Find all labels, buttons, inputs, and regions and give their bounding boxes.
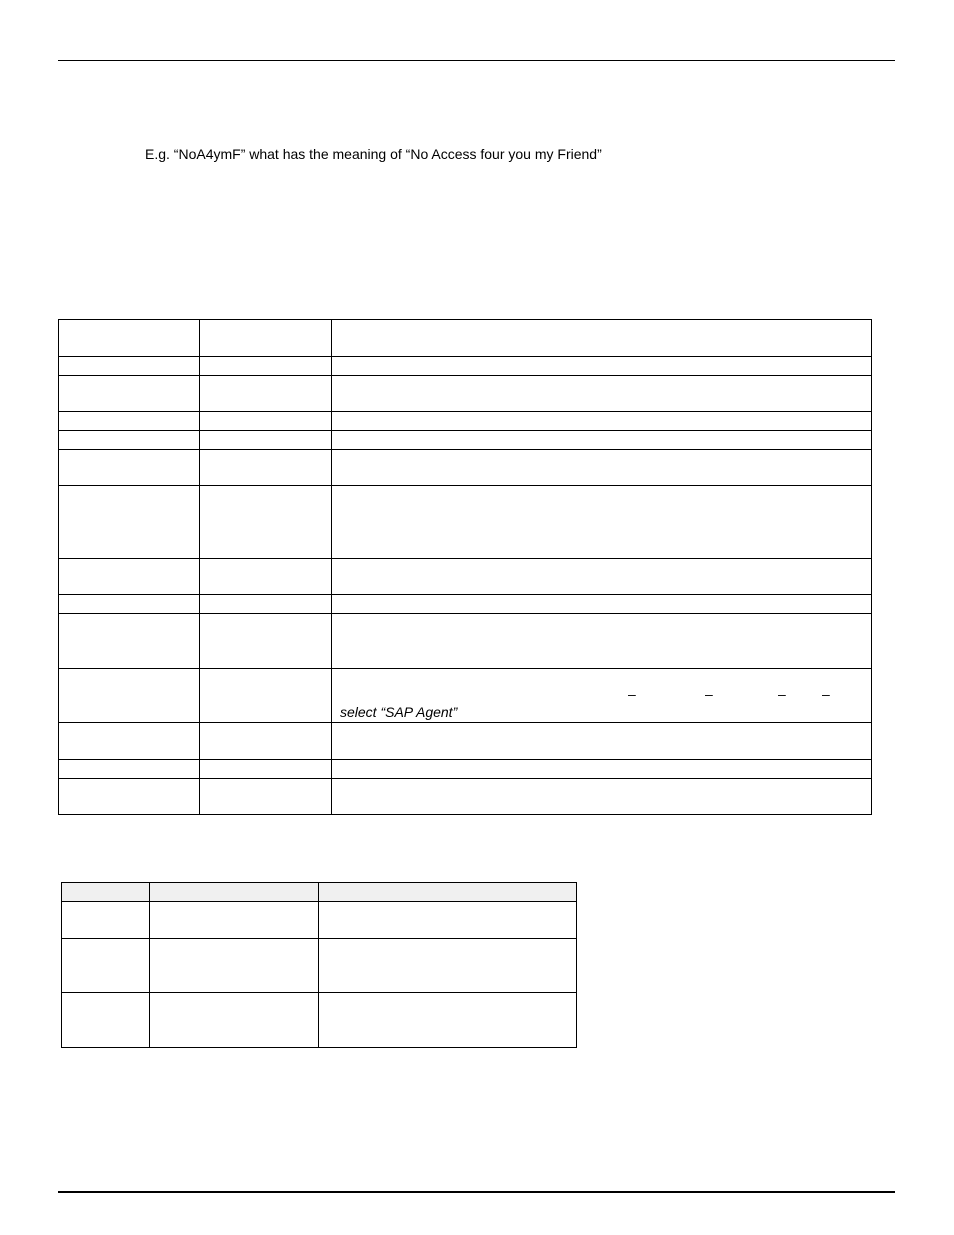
table-row [59, 412, 872, 431]
dash-mark: – [628, 686, 636, 702]
table-row [62, 993, 577, 1048]
table-row [62, 939, 577, 993]
dash-marks [340, 686, 863, 704]
table-row [59, 559, 872, 595]
table-row [59, 486, 872, 559]
header-rule [58, 60, 895, 61]
table-row [59, 450, 872, 486]
dash-mark: – [822, 686, 830, 702]
table-row [59, 669, 872, 723]
table-row [59, 431, 872, 450]
table-row [59, 376, 872, 412]
table-row [59, 760, 872, 779]
table-row [59, 320, 872, 357]
dash-mark: – [705, 686, 713, 702]
select-sap-agent-text: select “SAP Agent” [340, 704, 458, 720]
table-row [59, 357, 872, 376]
main-table [58, 319, 872, 815]
table-row [59, 723, 872, 760]
table-row [59, 614, 872, 669]
table-row [59, 595, 872, 614]
row-description-cell [332, 669, 872, 723]
table-header-row [62, 883, 577, 902]
table-row [59, 779, 872, 815]
secondary-table [61, 882, 577, 1048]
dash-mark: – [778, 686, 786, 702]
table-row [62, 902, 577, 939]
footer-rule [58, 1191, 895, 1193]
example-text: E.g. “NoA4ymF” what has the meaning of “No Access four you my Friend” [145, 146, 602, 162]
